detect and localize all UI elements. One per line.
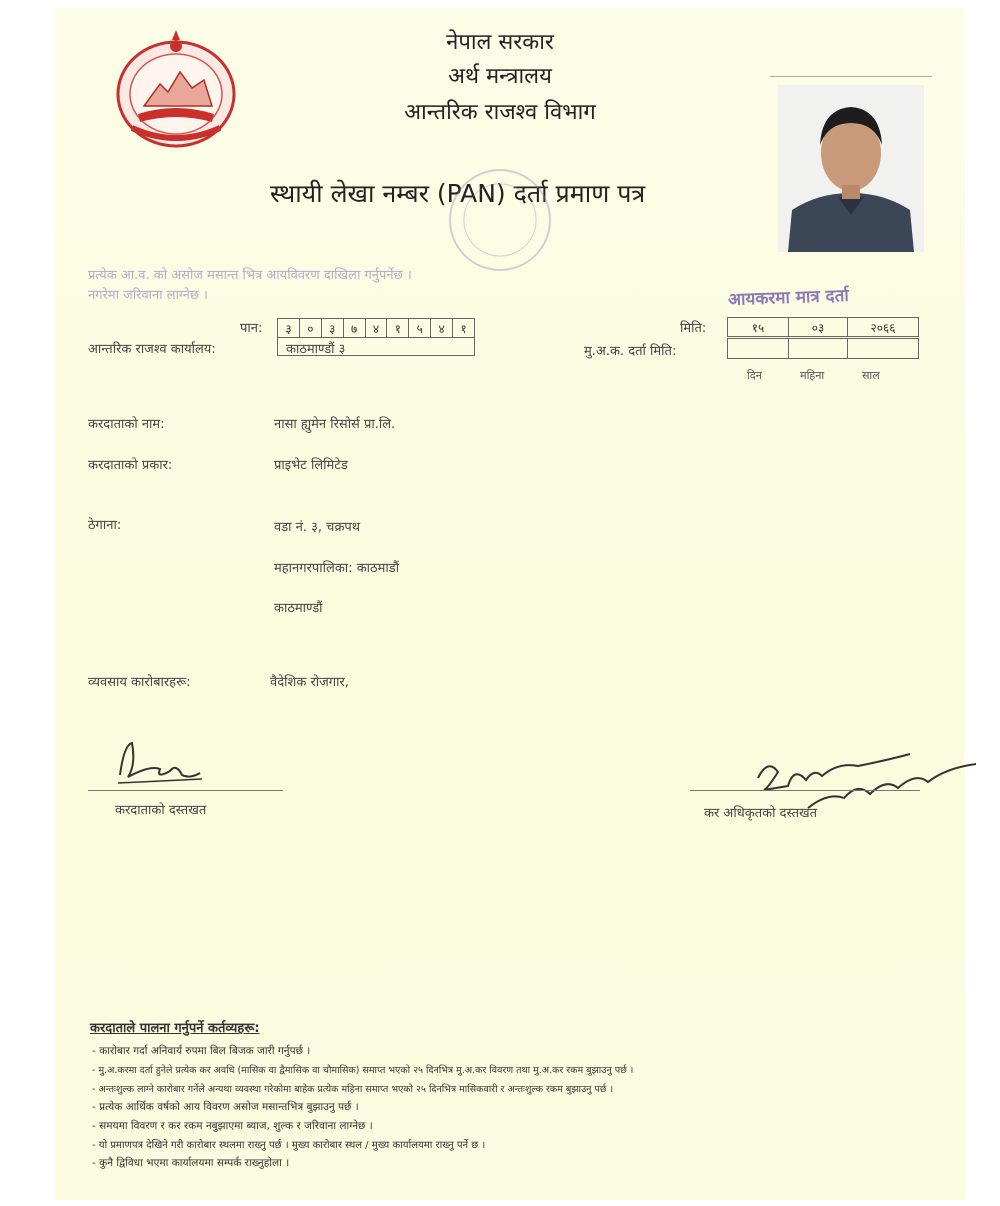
- taxpayer-signature-icon: [110, 735, 220, 790]
- pan-label: पान:: [240, 321, 263, 336]
- pan-digit: ३: [278, 319, 300, 337]
- duty-item: - अन्तःशुल्क लाग्ने कारोबार गर्नेले अन्यथा व्यवस्था गरेकोमा बाहेक प्रत्येक महिना समाप्त भएको २५ दिनभित्र मासिकवारी र अन्तःशुल्क रकम बुझाउनु पर्छ ।: [92, 1084, 614, 1095]
- header-ministry: अर्थ मन्त्रालय: [448, 64, 552, 89]
- date-boxes: [727, 317, 919, 337]
- vat-date-year: [848, 339, 918, 358]
- address-label: ठेगाना:: [88, 518, 122, 533]
- duty-item: - यो प्रमाणपत्र देखिने गरी कारोबार स्थलमा राख्नु पर्छ । मुख्य कारोबार स्थल / मुख्य कार्यालयमा राख्नु पर्ने छ ।: [92, 1140, 486, 1151]
- date-year: २०६६: [870, 320, 896, 335]
- duty-item: - मु.अ.करमा दर्ता हुनेले प्रत्येक कर अवधि (मासिक वा द्वैमासिक वा चौमासिक) समाप्त भएको २५ दिनभित्र मु.अ.कर विवरण तथा मु.अ.कर रकम बुझाउनु पर्छ ।: [92, 1065, 634, 1076]
- office-seal-watermark: [440, 160, 560, 320]
- faded-notice: प्रत्येक आ.व. को असोज मसान्त भित्र आयविवरण दाखिला गर्नुपर्नेछ । नगरेमा जरिवाना लाग्नेछ ।: [88, 268, 412, 303]
- duty-item: - प्रत्येक आर्थिक वर्षको आय विवरण असोज मसान्तभित्र बुझाउनु पर्छ ।: [92, 1101, 359, 1113]
- date-column-month: महिना: [800, 369, 825, 382]
- address-line-2: महानगरपालिका: काठमाडौं: [274, 561, 400, 576]
- pan-number-boxes: [277, 318, 475, 338]
- vat-date-month: [789, 339, 848, 358]
- header-government: नेपाल सरकार: [446, 30, 554, 55]
- taxpayer-type: प्राइभेट लिमिटेड: [274, 458, 348, 473]
- vat-date-label: मु.अ.क. दर्ता मिति:: [584, 344, 677, 359]
- vat-date-day: [728, 339, 789, 358]
- date-label: मिति:: [680, 321, 707, 336]
- pan-digit: ४: [366, 319, 388, 337]
- taxpayer-name: नासा ह्युमेन रिसोर्स प्रा.लि.: [274, 417, 396, 432]
- date-column-year: साल: [862, 369, 880, 382]
- pan-digit: ७: [344, 319, 366, 337]
- office-value: काठमाण्डौं ३: [286, 342, 346, 357]
- vat-date-boxes: [727, 338, 919, 359]
- duties-title: करदाताले पालना गर्नुपर्ने कर्तव्यहरू:: [90, 1021, 260, 1036]
- date-day: १५: [728, 318, 789, 336]
- address-line-1: वडा नं. ३, चक्रपथ: [274, 520, 361, 535]
- pan-digit: ५: [409, 319, 431, 337]
- taxpayer-photo: [778, 85, 924, 252]
- registration-stamp: आयकरमा मात्र दर्ता: [727, 285, 850, 311]
- duty-item: - कुनै द्विविधा भएमा कार्यालयमा सम्पर्क राख्नुहोला ।: [92, 1157, 290, 1169]
- taxpayer-signature-label: करदाताको दस्तखत: [115, 803, 207, 818]
- business-value: वैदेशिक रोजगार,: [270, 675, 349, 690]
- date-column-day: दिन: [747, 369, 762, 382]
- duty-item: - कारोबार गर्दा अनिवार्य रुपमा बिल बिजक जारी गर्नुपर्छ ।: [92, 1045, 311, 1057]
- header-department: आन्तरिक राजश्व विभाग: [404, 100, 596, 125]
- pan-digit: ४: [431, 319, 453, 337]
- taxpayer-name-label: करदाताको नाम:: [88, 417, 165, 432]
- taxpayer-type-label: करदाताको प्रकार:: [88, 458, 173, 473]
- address-line-3: काठमाण्डौं: [274, 601, 323, 616]
- pan-digit: १: [460, 321, 467, 336]
- office-label: आन्तरिक राजश्व कार्यालय:: [88, 342, 216, 357]
- date-month: ०३: [789, 318, 848, 336]
- officer-signature-label: कर अधिकृतको दस्तखत: [704, 806, 818, 821]
- pan-digit: १: [387, 319, 409, 337]
- officer-signature-line: [690, 790, 920, 791]
- document-title: स्थायी लेखा नम्बर (PAN) दर्ता प्रमाण पत्र: [270, 179, 646, 208]
- office-value-box: [277, 337, 475, 356]
- business-label: व्यवसाय कारोबारहरू:: [88, 675, 191, 690]
- taxpayer-signature-line: [88, 790, 283, 791]
- photo-top-line: [770, 76, 932, 77]
- pan-digit: ०: [300, 319, 322, 337]
- pan-digit: ३: [322, 319, 344, 337]
- duty-item: - समयमा विवरण र कर रकम नबुझाएमा ब्याज, शुल्क र जरिवाना लाग्नेछ ।: [92, 1120, 373, 1132]
